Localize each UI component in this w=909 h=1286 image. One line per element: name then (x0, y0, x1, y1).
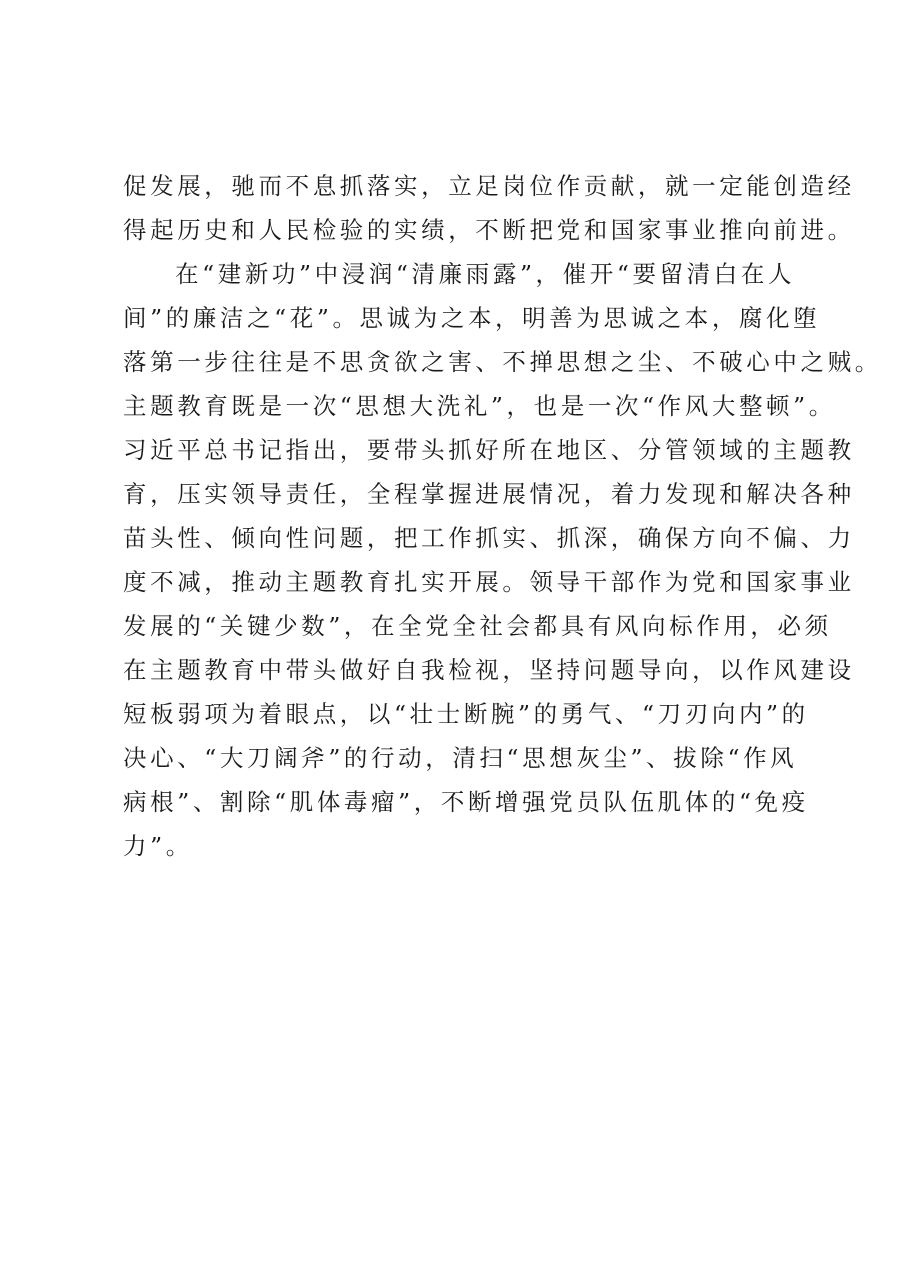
text-line: 病根”、割除“肌体毒瘤”，不断增强党员队伍肌体的“免疫 (123, 788, 809, 816)
text-line: 力”。 (123, 832, 193, 860)
text-line: 习近平总书记指出，要带头抓好所在地区、分管领域的主题教 (123, 436, 855, 464)
text-line: 主题教育既是一次“思想大洗礼”，也是一次“作风大整顿”。 (123, 392, 836, 420)
text-line: 在主题教育中带头做好自我检视，坚持问题导向，以作风建设 (123, 656, 855, 684)
text-line: 落第一步往往是不思贪欲之害、不掸思想之尘、不破心中之贼。 (123, 348, 882, 376)
text-line: 度不减，推动主题教育扎实开展。领导干部作为党和国家事业 (123, 568, 855, 596)
text-line: 发展的“关键少数”，在全党全社会都具有风向标作用，必须 (123, 612, 832, 640)
text-line: 决心、“大刀阔斧”的行动，清扫“思想灰尘”、拔除“作风 (123, 744, 798, 772)
body-text (123, 164, 882, 868)
text-line: 短板弱项为着眼点，以“壮士断腕”的勇气、“刀刃向内”的 (123, 700, 809, 728)
paragraph-first-line: 在“建新功”中浸润“清廉雨露”，催开“要留清白在人 (175, 260, 796, 288)
text-line: 间”的廉洁之“花”。思诚为之本，明善为思诚之本，腐化堕 (123, 304, 821, 332)
text-line: 得起历史和人民检验的实绩，不断把党和国家事业推向前进。 (123, 216, 855, 244)
text-line: 苗头性、倾向性问题，把工作抓实、抓深，确保方向不偏、力 (123, 524, 855, 552)
text-line: 促发展，驰而不息抓落实，立足岗位作贡献，就一定能创造经 (123, 172, 855, 200)
text-line: 育，压实领导责任，全程掌握进展情况，着力发现和解决各种 (123, 480, 855, 508)
